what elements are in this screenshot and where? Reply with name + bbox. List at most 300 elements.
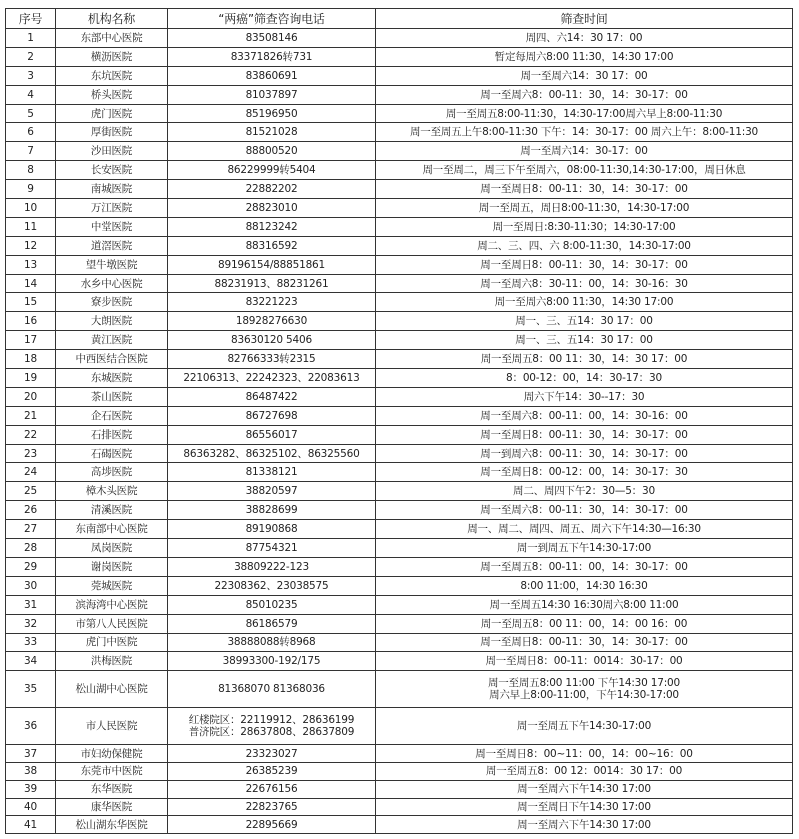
screening-time xyxy=(376,671,793,708)
row-number xyxy=(6,708,56,745)
row-number-text: 31 xyxy=(24,598,37,611)
screening-time xyxy=(376,482,793,501)
table-row xyxy=(6,614,793,633)
phone-text: 81368070 81368036 xyxy=(218,683,325,696)
row-number xyxy=(6,501,56,520)
phone-text: 81037897 xyxy=(245,88,298,101)
institution-name-text: 南城医院 xyxy=(90,183,133,196)
institution-name-text: 市妇幼保健院 xyxy=(80,747,143,760)
institution-name-text: 道滘医院 xyxy=(90,239,133,252)
row-number xyxy=(6,671,56,708)
phone-text: 83371826转731 xyxy=(230,50,313,63)
row-number-text: 20 xyxy=(24,390,37,403)
row-number xyxy=(6,312,56,331)
phone-text: 26385239 xyxy=(245,765,298,778)
screening-time-text: 周一至周五8：00-11：00，14：30-17：00 xyxy=(480,560,688,573)
institution-name-text: 东城医院 xyxy=(90,371,133,384)
phone xyxy=(168,614,376,633)
row-number-text: 8 xyxy=(27,164,34,177)
phone-text: 82766333转2315 xyxy=(227,353,316,366)
institution-name-text: 桥头医院 xyxy=(90,88,133,101)
screening-time-text: 周一至周五8:00-11:30，14:30-17:00周六早上8:00-11:30 xyxy=(445,107,723,120)
row-number-text: 3 xyxy=(27,69,34,82)
institution-name-text: 洪梅医院 xyxy=(90,655,133,668)
screening-time-text: 周一至周六8：00-11：30，14：30-17：00 xyxy=(480,504,688,517)
institution-name-text: 松山湖东华医院 xyxy=(75,818,148,831)
row-number-text: 18 xyxy=(24,353,37,366)
institution-name xyxy=(56,236,168,255)
row-number xyxy=(6,123,56,142)
phone xyxy=(168,745,376,763)
institution-name-text: 石排医院 xyxy=(90,428,133,441)
institution-name-text: 寮步医院 xyxy=(90,296,133,309)
screening-time-text: 周一到周五下午14:30-17:00 xyxy=(516,541,652,554)
phone xyxy=(168,255,376,274)
row-number-text: 2 xyxy=(27,50,34,63)
phone-text: 89196154/88851861 xyxy=(217,258,326,271)
institution-name xyxy=(56,798,168,816)
header-phone: “两癌”筛查咨询电话 xyxy=(168,9,376,29)
institution-name xyxy=(56,142,168,161)
row-number-text: 36 xyxy=(24,720,37,733)
institution-name xyxy=(56,255,168,274)
row-number-text: 38 xyxy=(24,765,37,778)
institution-name-text: 莞城医院 xyxy=(90,579,133,592)
institution-name-text: 滨海湾中心医院 xyxy=(75,598,148,611)
screening-time xyxy=(376,463,793,482)
row-number xyxy=(6,142,56,161)
table-row xyxy=(6,29,793,48)
institution-name-text: 石碣医院 xyxy=(90,447,133,460)
institution-name xyxy=(56,217,168,236)
screening-time-text: 周一至周日8：00-11：30，14：30-17：00 xyxy=(480,428,688,441)
screening-time-text: 周一至周六8:00 11:30，14:30 17:00 xyxy=(494,296,674,309)
institution-name xyxy=(56,763,168,781)
institution-name-text: 横沥医院 xyxy=(90,50,133,63)
screening-time xyxy=(376,595,793,614)
row-number xyxy=(6,633,56,652)
table-row xyxy=(6,293,793,312)
table-row xyxy=(6,780,793,798)
row-number-text: 26 xyxy=(24,504,37,517)
institution-name-text: 东部中心医院 xyxy=(80,31,143,44)
institution-name-text: 望牛墩医院 xyxy=(85,258,138,271)
institution-name xyxy=(56,576,168,595)
phone-text: 22823765 xyxy=(245,801,298,814)
institution-name-text: 中西医结合医院 xyxy=(75,353,148,366)
institution-name xyxy=(56,780,168,798)
screening-time xyxy=(376,293,793,312)
row-number-text: 22 xyxy=(24,428,37,441)
row-number-text: 24 xyxy=(24,466,37,479)
row-number xyxy=(6,425,56,444)
table-row xyxy=(6,671,793,708)
screening-time xyxy=(376,780,793,798)
phone-text: 23323027 xyxy=(245,747,298,760)
phone xyxy=(168,652,376,671)
row-number-text: 14 xyxy=(24,277,37,290)
row-number xyxy=(6,369,56,388)
row-number-text: 29 xyxy=(24,560,37,573)
screening-time xyxy=(376,331,793,350)
row-number-text: 39 xyxy=(24,783,37,796)
phone xyxy=(168,66,376,85)
phone-text: 22882202 xyxy=(245,183,298,196)
row-number-text: 15 xyxy=(24,296,37,309)
row-number xyxy=(6,104,56,123)
screening-time xyxy=(376,652,793,671)
phone xyxy=(168,29,376,48)
institution-name-text: 茶山医院 xyxy=(90,390,133,403)
table-row xyxy=(6,350,793,369)
table-row xyxy=(6,501,793,520)
screening-time-text: 周一至周二，周三下午至周六，08:00-11:30,14:30-17:00，周日休息 xyxy=(422,164,746,177)
phone-text: 86363282、86325102、86325560 xyxy=(183,447,360,460)
screening-time-text: 8:00 11:00，14:30 16:30 xyxy=(520,579,648,592)
screening-time-text: 周一至周六14：30 17：00 xyxy=(520,69,648,82)
screening-time xyxy=(376,745,793,763)
row-number-text: 30 xyxy=(24,579,37,592)
institution-name xyxy=(56,161,168,180)
phone-text: 87754321 xyxy=(245,541,298,554)
phone-text: 22308362、23038575 xyxy=(214,579,329,592)
institution-name xyxy=(56,104,168,123)
phone xyxy=(168,520,376,539)
screening-time-text: 周一至周日8：00-11：30，14：30-17：00 xyxy=(480,636,688,649)
phone xyxy=(168,557,376,576)
institution-name xyxy=(56,369,168,388)
phone xyxy=(168,816,376,834)
table-row xyxy=(6,816,793,834)
screening-time xyxy=(376,425,793,444)
institution-name-text: 企石医院 xyxy=(90,409,133,422)
screening-time-text: 周一至周日8：00-12：00，14：30-17：30 xyxy=(480,466,688,479)
table-row xyxy=(6,539,793,558)
institution-name-text: 清溪医院 xyxy=(90,504,133,517)
header-time: 筛查时间 xyxy=(376,9,793,29)
phone xyxy=(168,85,376,104)
screening-time-text: 周一至周五，周日8:00-11:30，14:30-17:00 xyxy=(478,201,690,214)
phone-text: 86186579 xyxy=(245,617,298,630)
phone-text: 红楼院区：22119912、28636199 xyxy=(188,714,355,727)
institution-name-text: 凤岗医院 xyxy=(90,541,133,554)
row-number-text: 40 xyxy=(24,801,37,814)
screening-time xyxy=(376,539,793,558)
institution-name xyxy=(56,520,168,539)
phone xyxy=(168,199,376,218)
screening-time-text: 周一至周六下午14:30 17:00 xyxy=(517,783,651,796)
phone xyxy=(168,633,376,652)
row-number xyxy=(6,482,56,501)
screening-time-text: 周一至周五8：00 12：0014：30 17：00 xyxy=(485,765,683,778)
screening-time xyxy=(376,199,793,218)
table-row xyxy=(6,47,793,66)
institution-name xyxy=(56,47,168,66)
row-number xyxy=(6,763,56,781)
institution-name xyxy=(56,671,168,708)
phone xyxy=(168,595,376,614)
phone xyxy=(168,406,376,425)
institution-name-text: 黄江医院 xyxy=(90,334,133,347)
institution-name-text: 市第八人民医院 xyxy=(75,617,148,630)
phone-text: 28823010 xyxy=(245,201,298,214)
row-number xyxy=(6,293,56,312)
screening-time-text: 周一至周五8：00 11：30，14：30 17：00 xyxy=(480,353,688,366)
row-number xyxy=(6,66,56,85)
screening-time xyxy=(376,708,793,745)
institution-name-text: 康华医院 xyxy=(90,801,133,814)
table-row xyxy=(6,482,793,501)
screening-time xyxy=(376,369,793,388)
table-row xyxy=(6,557,793,576)
screening-time-text: 周六下午14：30--17：30 xyxy=(523,390,645,403)
row-number-text: 35 xyxy=(24,683,37,696)
phone-text: 83630120 5406 xyxy=(231,334,312,347)
phone-text: 81521028 xyxy=(245,126,298,139)
screening-time xyxy=(376,123,793,142)
institution-name xyxy=(56,199,168,218)
row-number xyxy=(6,350,56,369)
row-number xyxy=(6,217,56,236)
phone-text: 38993300-192/175 xyxy=(222,655,321,668)
institution-name-text: 虎门医院 xyxy=(90,107,133,120)
phone xyxy=(168,425,376,444)
screening-time-text: 周一至周六下午14:30 17:00 xyxy=(517,818,651,831)
screening-time xyxy=(376,520,793,539)
row-number xyxy=(6,576,56,595)
table-row xyxy=(6,745,793,763)
row-number-text: 4 xyxy=(27,88,34,101)
phone-text: 38820597 xyxy=(245,485,298,498)
institution-name xyxy=(56,557,168,576)
institution-name-text: 虎门中医院 xyxy=(85,636,138,649)
phone-text: 22895669 xyxy=(245,818,298,831)
phone xyxy=(168,104,376,123)
table-row xyxy=(6,708,793,745)
screening-time xyxy=(376,798,793,816)
row-number-text: 11 xyxy=(24,220,37,233)
phone xyxy=(168,180,376,199)
screening-time-text: 周二、周四下午2：30—5：30 xyxy=(513,485,655,498)
phone xyxy=(168,236,376,255)
screening-time-text: 周一、三、五14：30 17：00 xyxy=(515,334,653,347)
institution-name xyxy=(56,816,168,834)
institution-name-text: 大朗医院 xyxy=(90,315,133,328)
row-number-text: 27 xyxy=(24,523,37,536)
phone-text: 81338121 xyxy=(245,466,298,479)
phone xyxy=(168,274,376,293)
screening-time-text: 周一至周日:8:30-11:30；14:30-17:00 xyxy=(492,220,676,233)
table-row xyxy=(6,312,793,331)
institution-name xyxy=(56,274,168,293)
screening-time xyxy=(376,274,793,293)
institution-name xyxy=(56,708,168,745)
institution-name xyxy=(56,633,168,652)
phone-text: 88231913、88231261 xyxy=(214,277,329,290)
row-number-text: 21 xyxy=(24,409,37,422)
phone-text: 86229999转5404 xyxy=(227,164,316,177)
institution-name xyxy=(56,180,168,199)
screening-time xyxy=(376,142,793,161)
table-row xyxy=(6,180,793,199)
screening-time xyxy=(376,85,793,104)
institution-name xyxy=(56,293,168,312)
phone-text: 89190868 xyxy=(245,523,298,536)
row-number xyxy=(6,274,56,293)
row-number xyxy=(6,798,56,816)
row-number xyxy=(6,595,56,614)
institution-name-text: 市人民医院 xyxy=(85,720,138,733)
row-number xyxy=(6,406,56,425)
phone xyxy=(168,482,376,501)
phone-text: 88123242 xyxy=(245,220,298,233)
phone xyxy=(168,387,376,406)
screening-time xyxy=(376,576,793,595)
table-row xyxy=(6,66,793,85)
header-name: 机构名称 xyxy=(56,9,168,29)
row-number xyxy=(6,236,56,255)
institution-name-text: 松山湖中心医院 xyxy=(75,683,148,696)
institution-name xyxy=(56,444,168,463)
institution-name-text: 中堂医院 xyxy=(90,220,133,233)
institution-name-text: 万江医院 xyxy=(90,201,133,214)
phone-text: 88316592 xyxy=(245,239,298,252)
table-row xyxy=(6,161,793,180)
table-row xyxy=(6,798,793,816)
institution-name-text: 水乡中心医院 xyxy=(80,277,143,290)
screening-time xyxy=(376,406,793,425)
institution-name-text: 东南部中心医院 xyxy=(75,523,148,536)
phone xyxy=(168,47,376,66)
row-number xyxy=(6,199,56,218)
screening-time xyxy=(376,614,793,633)
row-number-text: 5 xyxy=(27,107,34,120)
row-number xyxy=(6,29,56,48)
screening-time-text: 周一、三、五14：30 17：00 xyxy=(515,315,653,328)
screening-time-text: 周一、周二、周四、周五、周六下午14:30—16:30 xyxy=(467,523,701,536)
row-number xyxy=(6,444,56,463)
institution-name xyxy=(56,614,168,633)
institution-name xyxy=(56,595,168,614)
row-number-text: 6 xyxy=(27,126,34,139)
phone-text: 22676156 xyxy=(245,783,298,796)
institution-name-text: 谢岗医院 xyxy=(90,560,133,573)
row-number xyxy=(6,85,56,104)
screening-time-text: 周一至周六8：00-11：30，14：30-17：00 xyxy=(480,88,688,101)
institution-name xyxy=(56,652,168,671)
phone-text: 83860691 xyxy=(245,69,298,82)
screening-time xyxy=(376,444,793,463)
institution-name-text: 东坑医院 xyxy=(90,69,133,82)
institution-name xyxy=(56,123,168,142)
institution-name xyxy=(56,539,168,558)
institution-name-text: 沙田医院 xyxy=(90,145,133,158)
screening-time-text: 周一至周五8:00 11:00 下午14:30 17:00 xyxy=(487,677,681,690)
row-number xyxy=(6,652,56,671)
phone-text: 86487422 xyxy=(245,390,298,403)
institution-name-text: 东莞市中医院 xyxy=(80,765,143,778)
screening-time xyxy=(376,180,793,199)
phone xyxy=(168,576,376,595)
screening-time-text: 周一至周日8：00-11：30，14：30-17：00 xyxy=(480,258,688,271)
row-number-text: 19 xyxy=(24,371,37,384)
row-number xyxy=(6,745,56,763)
row-number-text: 41 xyxy=(24,818,37,831)
table-row xyxy=(6,406,793,425)
row-number-text: 10 xyxy=(24,201,37,214)
row-number-text: 32 xyxy=(24,617,37,630)
table-row xyxy=(6,576,793,595)
phone xyxy=(168,161,376,180)
table-row xyxy=(6,199,793,218)
phone xyxy=(168,798,376,816)
table-row xyxy=(6,633,793,652)
row-number xyxy=(6,614,56,633)
row-number-text: 23 xyxy=(24,447,37,460)
row-number-text: 28 xyxy=(24,541,37,554)
screening-time-text: 周四、六14：30 17：00 xyxy=(525,31,643,44)
table-row xyxy=(6,463,793,482)
institution-name xyxy=(56,312,168,331)
phone-text: 86727698 xyxy=(245,409,298,422)
row-number xyxy=(6,255,56,274)
phone-text: 88800520 xyxy=(245,145,298,158)
row-number xyxy=(6,463,56,482)
row-number-text: 7 xyxy=(27,145,34,158)
screening-time xyxy=(376,501,793,520)
institution-name xyxy=(56,331,168,350)
screening-time xyxy=(376,816,793,834)
phone-text: 86556017 xyxy=(245,428,298,441)
table-row xyxy=(6,369,793,388)
table-row xyxy=(6,236,793,255)
phone xyxy=(168,708,376,745)
table-row xyxy=(6,763,793,781)
table-row xyxy=(6,444,793,463)
screening-time xyxy=(376,312,793,331)
phone xyxy=(168,217,376,236)
phone xyxy=(168,463,376,482)
table-row xyxy=(6,331,793,350)
row-number xyxy=(6,557,56,576)
institution-name xyxy=(56,29,168,48)
table-row xyxy=(6,142,793,161)
row-number xyxy=(6,780,56,798)
row-number xyxy=(6,331,56,350)
institution-name-text: 东华医院 xyxy=(90,783,133,796)
row-number-text: 12 xyxy=(24,239,37,252)
table-row xyxy=(6,425,793,444)
table-row xyxy=(6,595,793,614)
table-row xyxy=(6,85,793,104)
phone-text: 38888088转8968 xyxy=(227,636,316,649)
row-number xyxy=(6,47,56,66)
screening-time-text: 周一至周五8：00 11：00，14：00 16：00 xyxy=(480,617,688,630)
row-number-text: 34 xyxy=(24,655,37,668)
phone xyxy=(168,123,376,142)
table-row xyxy=(6,217,793,236)
institution-name-text: 樟木头医院 xyxy=(85,485,138,498)
phone xyxy=(168,293,376,312)
row-number xyxy=(6,387,56,406)
phone-text: 38828699 xyxy=(245,504,298,517)
row-number-text: 37 xyxy=(24,747,37,760)
screening-table xyxy=(5,8,793,834)
screening-time xyxy=(376,255,793,274)
row-number-text: 1 xyxy=(27,31,34,44)
phone-text: 85196950 xyxy=(245,107,298,120)
institution-name xyxy=(56,501,168,520)
